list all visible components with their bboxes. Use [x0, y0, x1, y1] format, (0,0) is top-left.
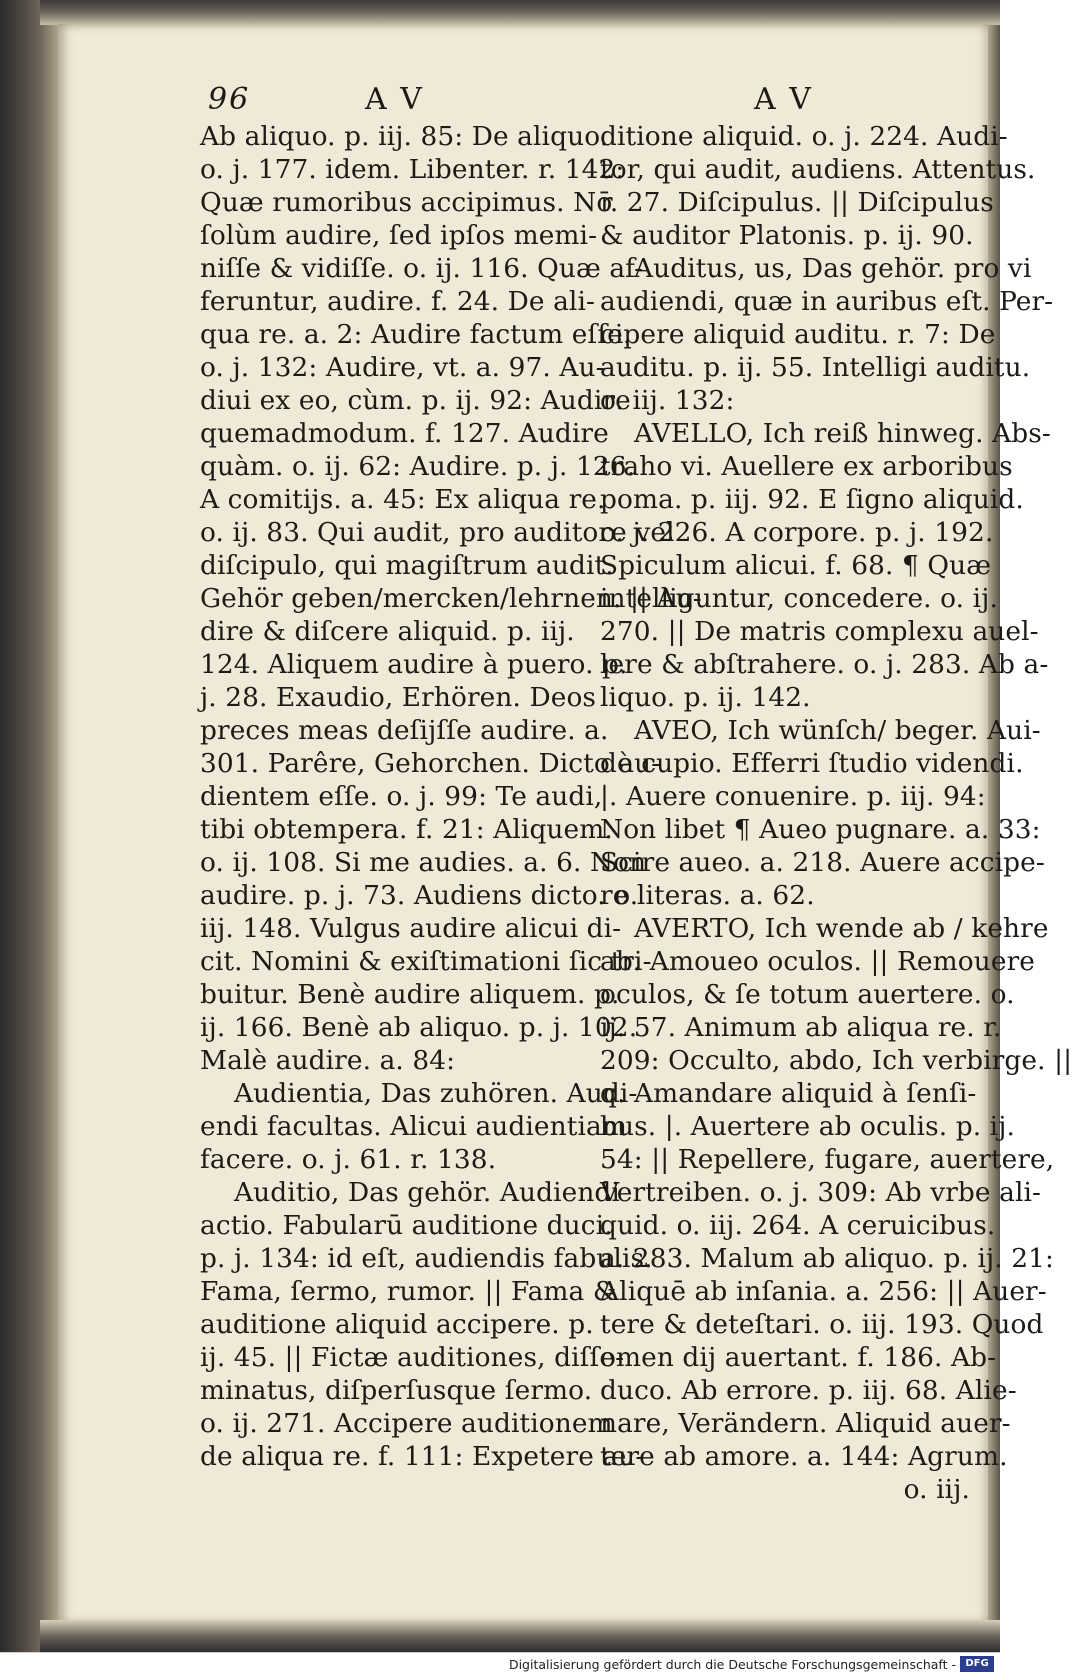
text-line: de aliqua re. f. 111: Expetere au- — [200, 1441, 645, 1472]
text-line: Spiculum alicui. f. 68. ¶ Quæ — [600, 550, 992, 581]
text-line: Auditio, Das gehör. Audiendi — [234, 1177, 620, 1208]
text-line: liquo. p. ij. 142. — [600, 682, 811, 713]
text-line: minatus, diſperſusque ſermo. — [200, 1375, 593, 1406]
text-line: j. 28. Exaudio, Erhören. Deos — [200, 682, 597, 713]
text-line: Quæ rumoribus accipimus. Nō — [200, 187, 613, 218]
text-line: r. 27. Diſcipulus. || Diſcipulus — [600, 187, 994, 218]
text-line: poma. p. iij. 92. E ſigno aliquid. — [600, 484, 1024, 515]
text-line: feruntur, audire. f. 24. De ali- — [200, 286, 596, 317]
text-line: facere. o. j. 61. r. 138. — [200, 1144, 497, 1175]
text-line: Non libet ¶ Aueo pugnare. a. 33: — [600, 814, 1041, 845]
text-line: Vertreiben. o. j. 309: Ab vrbe ali- — [600, 1177, 1042, 1208]
text-line: buitur. Benè audire aliquem. p. — [200, 979, 620, 1010]
text-line: o. iij. 132: — [600, 385, 735, 416]
text-line: o. ij. 108. Si me audies. a. 6. Non — [200, 847, 647, 878]
text-line: audiendi, quæ in auribus eſt. Per- — [600, 286, 1054, 317]
text-line: ij. 45. || Fictæ auditiones, diſſe- — [200, 1342, 625, 1373]
running-head-left: A V — [365, 82, 424, 117]
text-line: traho vi. Auellere ex arboribus — [600, 451, 1013, 482]
text-line: oculos, & ſe totum auertere. o. — [600, 979, 1015, 1010]
text-line: AVERTO, Ich wende ab / kehre — [634, 913, 1049, 944]
text-line: o. ij. 271. Accipere auditionem — [200, 1408, 613, 1439]
text-line: Gehör geben/mercken/lehrnen. || Au- — [200, 583, 702, 614]
text-line: 270. || De matris complexu auel- — [600, 616, 1039, 647]
text-line: lere & abſtrahere. o. j. 283. Ab a- — [600, 649, 1049, 680]
text-line: endi facultas. Alicui audientiam — [200, 1111, 627, 1142]
text-line: tere ab amore. a. 144: Agrum. — [600, 1441, 1008, 1472]
text-line: dire & diſcere aliquid. p. iij. — [200, 616, 575, 647]
text-line: 209: Occulto, abdo, Ich verbirge. || — [600, 1045, 1072, 1076]
text-line: Auditus, us, Das gehör. pro vi — [634, 253, 1032, 284]
text-line: AVEO, Ich wünſch/ beger. Aui- — [634, 715, 1041, 746]
text-line: nare, Verändern. Aliquid auer- — [600, 1408, 1011, 1439]
text-line: Fama, ſermo, rumor. || Fama & — [200, 1276, 617, 1307]
text-line: Scire aueo. a. 218. Auere accipe- — [600, 847, 1045, 878]
text-line: tor, qui audit, audiens. Attentus. — [600, 154, 1036, 185]
text-line: 54: || Repellere, fugare, auertere, — [600, 1144, 1055, 1175]
text-line: 124. Aliquem audire à puero. p. — [200, 649, 628, 680]
text-line: ſolùm audire, ſed ipſos memi- — [200, 220, 598, 251]
text-line: duco. Ab errore. p. iij. 68. Alie- — [600, 1375, 1017, 1406]
text-line: preces meas deſijſſe audire. a. — [200, 715, 609, 746]
text-line: o. ij. 83. Qui audit, pro auditore vel — [200, 517, 675, 548]
page-number: 96 — [208, 82, 251, 117]
text-line: a. 283. Malum ab aliquo. p. ij. 21: — [600, 1243, 1055, 1274]
text-line: ij. 57. Animum ab aliqua re. r. — [600, 1012, 1002, 1043]
text-line: auditione aliquid accipere. p. — [200, 1309, 594, 1340]
text-line: intelliguntur, concedere. o. ij. — [600, 583, 998, 614]
text-line: o. j. 226. A corpore. p. j. 192. — [600, 517, 994, 548]
text-line: 301. Parêre, Gehorchen. Dicto au- — [200, 748, 661, 779]
text-line: quid. o. iij. 264. A ceruicibus. — [600, 1210, 996, 1241]
text-line: q. Amandare aliquid à ſenſi- — [600, 1078, 977, 1109]
text-line: tere & deteſtari. o. iij. 193. Quod — [600, 1309, 1044, 1340]
text-line: niſſe & vidiſſe. o. ij. 116. Quæ af- — [200, 253, 644, 284]
text-line: Malè audire. a. 84: — [200, 1045, 456, 1076]
text-line: ij. 166. Benè ab aliquo. p. j. 102. — [200, 1012, 638, 1043]
footer-bar — [0, 1652, 1000, 1677]
text-line: quàm. o. ij. 62: Audire. p. j. 126. — [200, 451, 636, 482]
text-line: o. iij. — [903, 1474, 970, 1505]
text-line: re literas. a. 62. — [600, 880, 815, 911]
text-line: omen dij auertant. f. 186. Ab- — [600, 1342, 997, 1373]
text-line: ditione aliquid. o. j. 224. Audi- — [600, 121, 1008, 152]
footer-credit-text: Digitalisierung gefördert durch die Deutsche Forschungsgemeinschaft - — [508, 1657, 956, 1672]
text-line: Audientia, Das zuhören. Audi- — [234, 1078, 638, 1109]
text-line: quemadmodum. f. 127. Audire — [200, 418, 609, 449]
page-top-edge — [40, 0, 1000, 25]
text-line: tibi obtempera. f. 21: Aliquem. — [200, 814, 613, 845]
text-line: cit. Nomini & exiſtimationi ſic tri- — [200, 946, 652, 977]
text-line: o. j. 177. idem. Libenter. r. 142: — [200, 154, 625, 185]
text-line: audire. p. j. 73. Audiens dicto. o. — [200, 880, 639, 911]
text-line: cipere aliquid auditu. r. 7: De — [600, 319, 996, 350]
text-line: dientem eſſe. o. j. 99: Te audi, — [200, 781, 603, 812]
text-line: auditu. p. ij. 55. Intelligi auditu. — [600, 352, 1031, 383]
text-line: bus. |. Auertere ab oculis. p. ij. — [600, 1111, 1015, 1142]
text-line: |. Auere conuenire. p. iij. 94: — [600, 781, 986, 812]
text-line: qua re. a. 2: Audire factum eſſe. — [200, 319, 632, 350]
text-line: Ab aliquo. p. iij. 85: De aliquo. — [200, 121, 609, 152]
text-line: p. j. 134: id eſt, audiendis fabulis. — [200, 1243, 653, 1274]
text-line: & auditor Platonis. p. ij. 90. — [600, 220, 974, 251]
dfg-logo: DFG — [960, 1656, 994, 1672]
right-text-column — [600, 120, 1072, 1506]
text-line: diui ex eo, cùm. p. ij. 92: Audire — [200, 385, 631, 416]
text-line: Aliquē ab inſania. a. 256: || Auer- — [600, 1276, 1047, 1307]
text-line: A comitijs. a. 45: Ex aliqua re. — [200, 484, 606, 515]
text-line: actio. Fabularū auditione duci. — [200, 1210, 613, 1241]
text-line: ab. Amoueo oculos. || Remouere — [600, 946, 1036, 977]
text-line: diſcipulo, qui magiſtrum audit. — [200, 550, 614, 581]
text-line: o. j. 132: Audire, vt. a. 97. Au- — [200, 352, 605, 383]
text-line: dè cupio. Efferri ſtudio videndi. — [600, 748, 1024, 779]
text-line: iij. 148. Vulgus audire alicui di- — [200, 913, 622, 944]
running-head-right: A V — [754, 82, 813, 117]
page-bottom-edge — [40, 1620, 1000, 1652]
text-line: AVELLO, Ich reiß hinweg. Abs- — [634, 418, 1051, 449]
